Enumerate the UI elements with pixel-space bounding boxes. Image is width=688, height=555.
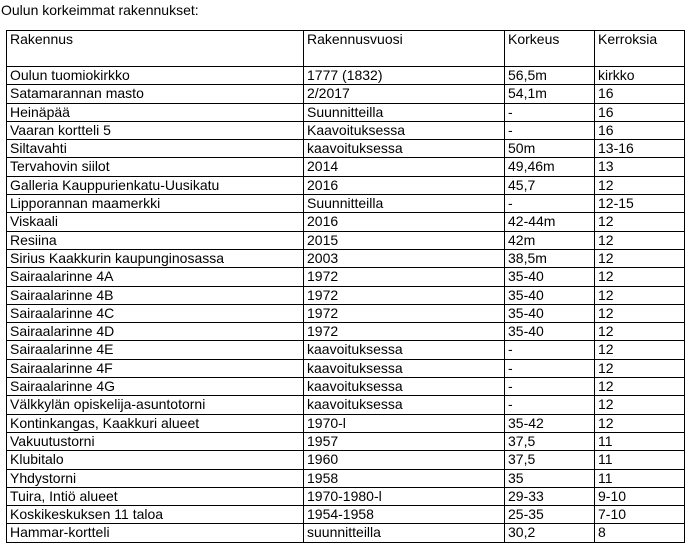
- cell-floors: 13: [595, 158, 685, 176]
- cell-floors: 12: [595, 249, 685, 267]
- cell-height: 35-40: [505, 286, 595, 304]
- table-row: [7, 323, 685, 341]
- cell-building: Oulun tuomiokirkko: [7, 67, 304, 85]
- cell-floors: 13-16: [595, 140, 685, 158]
- table-row: [7, 341, 685, 359]
- cell-height: 42-44m: [505, 213, 595, 231]
- cell-year: kaavoituksessa: [304, 140, 505, 158]
- table-row: [7, 524, 685, 542]
- cell-building: Satamarannan masto: [7, 85, 304, 103]
- table-row: [7, 432, 685, 450]
- table-row: [7, 158, 685, 176]
- table-row: [7, 249, 685, 267]
- cell-floors: 12: [595, 396, 685, 414]
- table-body: [7, 67, 685, 543]
- cell-floors: 8: [595, 524, 685, 542]
- cell-height: 49,46m: [505, 158, 595, 176]
- cell-floors: 12: [595, 286, 685, 304]
- cell-building: Sairaalarinne 4F: [7, 359, 304, 377]
- table-row: [7, 469, 685, 487]
- table-row: [7, 103, 685, 121]
- cell-height: -: [505, 121, 595, 139]
- cell-height: 29-33: [505, 487, 595, 505]
- cell-height: 35-40: [505, 304, 595, 322]
- cell-year: Suunnitteilla: [304, 103, 505, 121]
- cell-year: Suunnitteilla: [304, 195, 505, 213]
- table-row: [7, 487, 685, 505]
- cell-building: Sairaalarinne 4B: [7, 286, 304, 304]
- table-row: [7, 176, 685, 194]
- cell-height: 37,5: [505, 432, 595, 450]
- cell-year: 1972: [304, 268, 505, 286]
- cell-year: 1972: [304, 323, 505, 341]
- cell-building: Kontinkangas, Kaakkuri alueet: [7, 414, 304, 432]
- cell-height: -: [505, 396, 595, 414]
- cell-building: Vaaran kortteli 5: [7, 121, 304, 139]
- cell-building: Tuira, Intiö alueet: [7, 487, 304, 505]
- cell-year: kaavoituksessa: [304, 359, 505, 377]
- cell-height: -: [505, 359, 595, 377]
- cell-building: Välkkylän opiskelija-asuntotorni: [7, 396, 304, 414]
- cell-floors: 16: [595, 103, 685, 121]
- cell-floors: 12: [595, 378, 685, 396]
- table-row: [7, 378, 685, 396]
- table-row: [7, 195, 685, 213]
- column-header-building: Rakennus: [7, 31, 304, 67]
- cell-year: suunnitteilla: [304, 524, 505, 542]
- table-row: [7, 359, 685, 377]
- cell-floors: 12: [595, 341, 685, 359]
- cell-height: -: [505, 103, 595, 121]
- cell-height: 56,5m: [505, 67, 595, 85]
- table-row: [7, 231, 685, 249]
- cell-floors: 7-10: [595, 506, 685, 524]
- cell-building: Yhdystorni: [7, 469, 304, 487]
- column-header-year: Rakennusvuosi: [304, 31, 505, 67]
- cell-building: Sairaalarinne 4E: [7, 341, 304, 359]
- cell-floors: 12: [595, 304, 685, 322]
- cell-height: 42m: [505, 231, 595, 249]
- cell-building: Viskaali: [7, 213, 304, 231]
- table-row: [7, 85, 685, 103]
- cell-building: Sairaalarinne 4A: [7, 268, 304, 286]
- cell-floors: 9-10: [595, 487, 685, 505]
- cell-floors: 12: [595, 359, 685, 377]
- cell-building: Vakuutustorni: [7, 432, 304, 450]
- cell-floors: 12: [595, 231, 685, 249]
- cell-floors: 11: [595, 432, 685, 450]
- cell-year: 2003: [304, 249, 505, 267]
- cell-height: -: [505, 341, 595, 359]
- table-row: [7, 304, 685, 322]
- table-row: [7, 268, 685, 286]
- cell-floors: 12: [595, 268, 685, 286]
- document-caption: Oulun korkeimmat rakennukset:: [1, 2, 199, 18]
- cell-height: 50m: [505, 140, 595, 158]
- cell-building: Tervahovin siilot: [7, 158, 304, 176]
- cell-year: 1954-1958: [304, 506, 505, 524]
- table-row: [7, 396, 685, 414]
- cell-height: 38,5m: [505, 249, 595, 267]
- cell-building: Resiina: [7, 231, 304, 249]
- cell-building: Sairaalarinne 4G: [7, 378, 304, 396]
- column-header-height: Korkeus: [505, 31, 595, 67]
- cell-floors: 12: [595, 213, 685, 231]
- cell-floors: 12: [595, 414, 685, 432]
- cell-year: 2/2017: [304, 85, 505, 103]
- cell-year: Kaavoituksessa: [304, 121, 505, 139]
- table-row: [7, 506, 685, 524]
- cell-building: Heinäpää: [7, 103, 304, 121]
- cell-height: 30,2: [505, 524, 595, 542]
- cell-year: kaavoituksessa: [304, 396, 505, 414]
- cell-year: 1972: [304, 304, 505, 322]
- table-row: [7, 140, 685, 158]
- cell-year: 1970-1980-l: [304, 487, 505, 505]
- cell-height: 35: [505, 469, 595, 487]
- cell-building: Galleria Kauppurienkatu-Uusikatu: [7, 176, 304, 194]
- cell-floors: 11: [595, 469, 685, 487]
- cell-height: 54,1m: [505, 85, 595, 103]
- cell-building: Sairaalarinne 4C: [7, 304, 304, 322]
- cell-floors: 11: [595, 451, 685, 469]
- cell-building: Klubitalo: [7, 451, 304, 469]
- table-row: [7, 213, 685, 231]
- table-row: [7, 414, 685, 432]
- cell-year: 2016: [304, 176, 505, 194]
- cell-year: 1957: [304, 432, 505, 450]
- cell-year: 1970-l: [304, 414, 505, 432]
- cell-year: 1972: [304, 286, 505, 304]
- table-row: [7, 67, 685, 85]
- cell-floors: kirkko: [595, 67, 685, 85]
- table-row: [7, 451, 685, 469]
- cell-height: 37,5: [505, 451, 595, 469]
- cell-year: kaavoituksessa: [304, 378, 505, 396]
- cell-floors: 12-15: [595, 195, 685, 213]
- cell-year: 1960: [304, 451, 505, 469]
- cell-building: Siltavahti: [7, 140, 304, 158]
- cell-building: Hammar-kortteli: [7, 524, 304, 542]
- cell-floors: 16: [595, 85, 685, 103]
- cell-floors: 12: [595, 176, 685, 194]
- column-header-floors: Kerroksia: [595, 31, 685, 67]
- header-row: [7, 31, 685, 67]
- cell-height: 35-40: [505, 323, 595, 341]
- cell-height: 25-35: [505, 506, 595, 524]
- cell-building: Lipporannan maamerkki: [7, 195, 304, 213]
- cell-height: -: [505, 195, 595, 213]
- cell-height: 35-40: [505, 268, 595, 286]
- cell-height: 45,7: [505, 176, 595, 194]
- cell-building: Koskikeskuksen 11 taloa: [7, 506, 304, 524]
- cell-building: Sirius Kaakkurin kaupunginosassa: [7, 249, 304, 267]
- table-row: [7, 286, 685, 304]
- table-row: [7, 121, 685, 139]
- cell-year: kaavoituksessa: [304, 341, 505, 359]
- cell-year: 1958: [304, 469, 505, 487]
- cell-floors: 12: [595, 323, 685, 341]
- cell-height: -: [505, 378, 595, 396]
- cell-year: 2016: [304, 213, 505, 231]
- buildings-table: [6, 30, 685, 543]
- cell-year: 2014: [304, 158, 505, 176]
- cell-height: 35-42: [505, 414, 595, 432]
- cell-year: 2015: [304, 231, 505, 249]
- cell-building: Sairaalarinne 4D: [7, 323, 304, 341]
- cell-floors: 16: [595, 121, 685, 139]
- cell-year: 1777 (1832): [304, 67, 505, 85]
